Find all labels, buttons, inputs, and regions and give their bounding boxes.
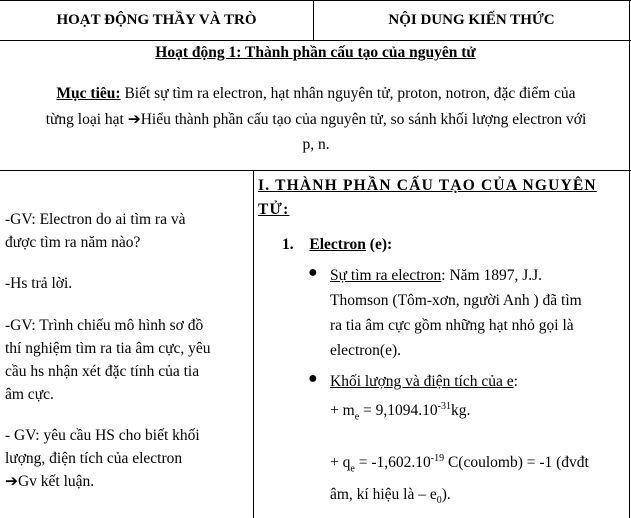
header-divider [0, 40, 631, 41]
mass-charge-colon: : [513, 373, 518, 390]
table-right-border [629, 0, 630, 518]
bullet-discovery [330, 263, 582, 363]
question-2-line-2: thí nghiệm tìm ra tia âm cực, yêu [5, 340, 211, 357]
objective-label: Mục tiêu: [56, 85, 121, 102]
objective-line-1: Biết sự tìm ra electron, hạt nhân nguyên tử, proton, notron, đặc điểm của [120, 85, 576, 102]
question-2-line-3: cầu hs nhận xét đặc tính của tia [5, 363, 200, 380]
item-number: 1. [282, 236, 294, 253]
discovery-line-1: : Năm 1897, J.J. [441, 267, 543, 284]
section-heading-line-2: TỬ: [258, 201, 290, 218]
question-2-line-4: âm cực. [5, 386, 54, 403]
teacher-activity-column [5, 208, 255, 493]
discovery-line-3: ra tia âm cực gồm những hạt nhỏ gọi là [330, 317, 574, 334]
discovery-line-4: electron(e). [330, 342, 401, 359]
question-3-line-2: lượng, điện tích của electron [5, 450, 183, 467]
section-heading-line-1: I. THÀNH PHẦN CẤU TẠO CỦA NGUYÊN [258, 177, 597, 194]
question-1-line-1: -GV: Electron do ai tìm ra và [5, 211, 186, 228]
bullet-mass-charge [330, 369, 589, 513]
answer-1: -Hs trả lời. [5, 275, 73, 292]
knowledge-content-column [258, 174, 628, 506]
header-content: NỘI DUNG KIẾN THỨC [388, 11, 555, 28]
question-3-line-1: - GV: yêu cầu HS cho biết khối [5, 427, 200, 444]
header-teacher-student: HOẠT ĐỘNG THẦY VÀ TRÒ [56, 11, 257, 28]
bullet-dot-icon: ● [308, 370, 318, 387]
discovery-label: Sự tìm ra electron [330, 267, 442, 284]
activity-divider [0, 170, 631, 171]
discovery-line-2: Thomson (Tôm-xơn, người Anh ) đã tìm [330, 292, 582, 309]
item-electron-suffix: (e): [365, 236, 393, 253]
item-electron-label: Electron [309, 236, 366, 253]
charge-formula-line-2: âm, kí hiệu là – $e_0$). [330, 485, 451, 506]
mass-formula: + $m_e = 9,1094.10^{-31}kg$. [330, 401, 471, 423]
objective-block [20, 81, 612, 158]
charge-formula: + $q_e = -1,602.10^{-19}$ C(coulomb) = -1 (đvđt [330, 453, 589, 475]
mass-charge-label: Khối lượng và điện tích của e [330, 373, 514, 390]
item-electron-heading [282, 236, 392, 254]
activity-title: Hoạt động 1: Thành phần cấu tạo của nguyên tử [155, 44, 476, 61]
bullet-dot-icon: ● [308, 264, 318, 281]
question-2-line-1: -GV: Trình chiếu mô hình sơ đồ [5, 317, 204, 334]
objective-line-2: từng loại hạt ➔Hiểu thành phần cấu tạo của nguyên tử, so sánh khối lượng electron với [45, 110, 587, 128]
question-3-line-3: ➔Gv kết luận. [5, 473, 95, 490]
objective-line-3: p, n. [302, 136, 330, 153]
question-1-line-2: được tìm ra năm nào? [5, 234, 141, 251]
